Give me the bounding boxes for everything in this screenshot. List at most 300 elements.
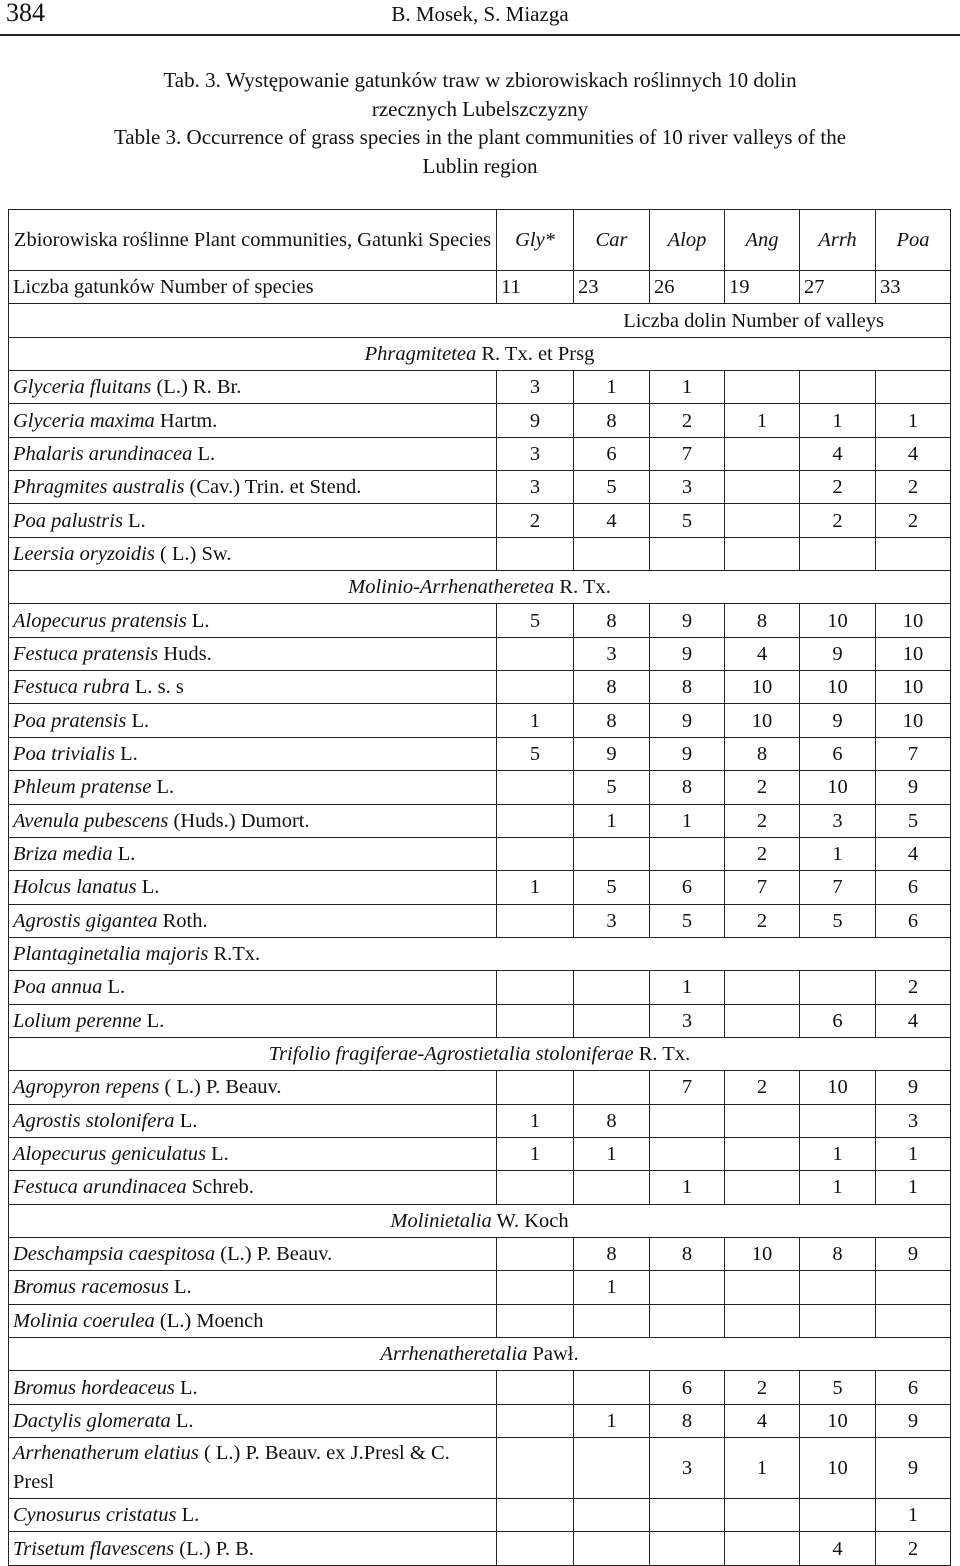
page-header — [0, 0, 960, 36]
value-cell: 8 — [574, 1237, 650, 1270]
value-cell — [574, 837, 650, 870]
species-author: L. — [206, 1143, 229, 1166]
table-row — [9, 604, 951, 637]
value-cell: 5 — [800, 904, 876, 937]
species-name: Glyceria fluitans — [13, 376, 152, 399]
value-cell: 9 — [800, 637, 876, 670]
value-cell — [497, 804, 574, 837]
value-cell: 5 — [574, 471, 650, 504]
value-cell: 1 — [800, 404, 876, 437]
value-cell: 1 — [800, 837, 876, 870]
value-cell — [574, 1532, 650, 1565]
value-cell: 2 — [725, 1071, 800, 1104]
value-cell — [574, 1171, 650, 1204]
value-cell — [876, 1271, 951, 1304]
table-row — [9, 437, 951, 470]
value-cell: 8 — [650, 1404, 725, 1437]
species-cell — [9, 904, 497, 937]
species-cell — [9, 637, 497, 670]
value-cell: 10 — [800, 604, 876, 637]
value-cell: 9 — [650, 737, 725, 770]
table-row — [9, 804, 951, 837]
species-cell — [9, 771, 497, 804]
table-row — [9, 1071, 951, 1104]
species-name: Glyceria maxima — [13, 409, 155, 432]
species-cell — [9, 1171, 497, 1204]
value-cell: 4 — [876, 437, 951, 470]
species-cell — [9, 671, 497, 704]
species-name: Agrostis stolonifera — [13, 1109, 175, 1132]
value-cell: 9 — [876, 1404, 951, 1437]
value-cell: 6 — [650, 871, 725, 904]
value-cell: 3 — [497, 471, 574, 504]
value-cell: 1 — [497, 871, 574, 904]
section-heading — [9, 1037, 951, 1070]
value-cell: 3 — [574, 637, 650, 670]
species-author: L. — [192, 442, 216, 465]
value-cell — [800, 971, 876, 1004]
value-cell: 3 — [497, 437, 574, 470]
species-name: Alopecurus pratensis — [13, 609, 187, 632]
species-cell — [9, 737, 497, 770]
species-author: L. — [174, 1376, 198, 1399]
value-cell — [497, 671, 574, 704]
species-author: L. — [112, 843, 136, 866]
species-author: L. — [151, 776, 175, 799]
value-cell — [650, 1137, 725, 1170]
value-cell — [497, 837, 574, 870]
column-header-row — [9, 210, 951, 271]
value-cell: 10 — [800, 671, 876, 704]
value-cell — [725, 1532, 800, 1565]
section-row — [9, 1204, 951, 1237]
value-cell: 6 — [574, 437, 650, 470]
value-cell: 8 — [650, 1237, 725, 1270]
value-cell: 2 — [725, 771, 800, 804]
value-cell — [574, 1004, 650, 1037]
table-row — [9, 1438, 951, 1499]
species-cell — [9, 704, 497, 737]
value-cell: 2 — [725, 904, 800, 937]
value-cell: 2 — [876, 504, 951, 537]
species-count: 27 — [800, 271, 876, 304]
species-name: Avenula pubescens — [13, 809, 169, 832]
value-cell — [800, 1271, 876, 1304]
value-cell — [650, 1304, 725, 1337]
value-cell — [800, 1499, 876, 1532]
species-author: L. — [114, 742, 138, 765]
value-cell: 1 — [574, 1137, 650, 1170]
value-cell: 8 — [574, 604, 650, 637]
value-cell — [725, 371, 800, 404]
species-cell — [9, 1438, 497, 1499]
value-cell: 5 — [800, 1371, 876, 1404]
species-author: (Huds.) Dumort. — [168, 809, 310, 832]
value-cell: 5 — [650, 504, 725, 537]
value-cell — [725, 537, 800, 570]
species-cell — [9, 504, 497, 537]
value-cell: 1 — [574, 1271, 650, 1304]
value-cell: 10 — [876, 704, 951, 737]
value-cell: 9 — [650, 637, 725, 670]
value-cell: 8 — [725, 737, 800, 770]
value-cell: 5 — [574, 771, 650, 804]
value-cell — [725, 1171, 800, 1204]
value-cell: 10 — [725, 704, 800, 737]
value-cell — [574, 537, 650, 570]
table-row — [9, 1271, 951, 1304]
column-header: Gly* — [497, 210, 574, 271]
table-row — [9, 1499, 951, 1532]
table-row — [9, 771, 951, 804]
value-cell — [497, 904, 574, 937]
species-cell — [9, 837, 497, 870]
table-row — [9, 837, 951, 870]
value-cell: 3 — [650, 1004, 725, 1037]
section-row — [9, 1037, 951, 1070]
species-cell — [9, 1404, 497, 1437]
value-cell — [650, 1532, 725, 1565]
value-cell: 6 — [800, 1004, 876, 1037]
value-cell: 9 — [876, 1071, 951, 1104]
value-cell: 6 — [650, 1371, 725, 1404]
section-name: Phragmitetea — [364, 342, 477, 365]
column-header: Alop — [650, 210, 725, 271]
species-cell — [9, 1137, 497, 1170]
value-cell — [497, 1271, 574, 1304]
value-cell: 9 — [876, 771, 951, 804]
value-cell — [497, 1404, 574, 1437]
value-cell — [574, 971, 650, 1004]
value-cell: 2 — [876, 1532, 951, 1565]
species-name: Lolium perenne — [13, 1009, 142, 1032]
table-row — [9, 504, 951, 537]
species-count: 23 — [574, 271, 650, 304]
species-cell — [9, 1304, 497, 1337]
species-name: Deschampsia caespitosa — [13, 1243, 216, 1266]
species-author: L. — [186, 609, 210, 632]
value-cell: 2 — [876, 471, 951, 504]
value-cell: 1 — [574, 371, 650, 404]
table-row — [9, 537, 951, 570]
section-author: R.Tx. — [208, 943, 261, 966]
value-cell: 7 — [876, 737, 951, 770]
value-cell: 9 — [876, 1237, 951, 1270]
table-row — [9, 971, 951, 1004]
value-cell: 4 — [574, 504, 650, 537]
table-row — [9, 1171, 951, 1204]
value-cell: 4 — [876, 837, 951, 870]
value-cell — [725, 1137, 800, 1170]
value-cell — [497, 1237, 574, 1270]
value-cell: 6 — [876, 1371, 951, 1404]
valleys-label-row — [9, 304, 951, 337]
value-cell — [725, 1499, 800, 1532]
section-name: Plantaginetalia majoris — [13, 943, 209, 966]
value-cell — [650, 1499, 725, 1532]
species-name: Phragmites australis — [13, 476, 185, 499]
value-cell — [725, 1304, 800, 1337]
value-cell: 1 — [800, 1171, 876, 1204]
species-cell — [9, 1004, 497, 1037]
value-cell: 1 — [725, 404, 800, 437]
species-name: Agropyron repens — [13, 1076, 160, 1099]
species-author: (Cav.) Trin. et Stend. — [184, 476, 362, 499]
section-heading — [9, 337, 951, 370]
species-count-label: Liczba gatunków Number of species — [9, 271, 497, 304]
species-author: ( L.) P. Beauv. — [159, 1076, 282, 1099]
species-count-row — [9, 271, 951, 304]
corner-label: Zbiorowiska roślinne Plant communities, Gatunki Species — [9, 210, 497, 271]
value-cell: 1 — [497, 704, 574, 737]
table-row — [9, 404, 951, 437]
value-cell — [725, 971, 800, 1004]
value-cell — [650, 537, 725, 570]
value-cell — [650, 1104, 725, 1137]
value-cell: 2 — [650, 404, 725, 437]
species-name: Cynosurus cristatus — [13, 1504, 177, 1527]
species-cell — [9, 804, 497, 837]
value-cell — [497, 1171, 574, 1204]
value-cell: 6 — [876, 904, 951, 937]
value-cell — [497, 1532, 574, 1565]
value-cell: 10 — [876, 604, 951, 637]
value-cell — [725, 504, 800, 537]
section-row — [9, 937, 951, 970]
species-name: Alopecurus geniculatus — [13, 1143, 207, 1166]
species-cell — [9, 1271, 497, 1304]
value-cell: 10 — [800, 771, 876, 804]
value-cell — [497, 1004, 574, 1037]
species-name: Festuca pratensis — [13, 642, 159, 665]
value-cell — [497, 1438, 574, 1499]
grass-occurrence-table — [8, 209, 951, 1566]
value-cell — [650, 837, 725, 870]
value-cell — [725, 437, 800, 470]
value-cell: 4 — [725, 1404, 800, 1437]
value-cell: 10 — [800, 1404, 876, 1437]
value-cell: 4 — [800, 1532, 876, 1565]
species-author: L. — [174, 1109, 198, 1132]
table-row — [9, 371, 951, 404]
table-row — [9, 737, 951, 770]
value-cell: 5 — [574, 871, 650, 904]
species-cell — [9, 437, 497, 470]
page-number: 384 — [6, 0, 45, 27]
section-row — [9, 1338, 951, 1371]
value-cell: 9 — [650, 604, 725, 637]
value-cell — [876, 1304, 951, 1337]
column-header: Car — [574, 210, 650, 271]
column-header: Ang — [725, 210, 800, 271]
species-cell — [9, 1499, 497, 1532]
authors: B. Mosek, S. Miazga — [391, 2, 569, 26]
table-row — [9, 871, 951, 904]
table-row — [9, 1404, 951, 1437]
value-cell: 8 — [725, 604, 800, 637]
value-cell — [497, 771, 574, 804]
value-cell: 3 — [574, 904, 650, 937]
value-cell: 4 — [725, 637, 800, 670]
value-cell: 5 — [876, 804, 951, 837]
value-cell — [800, 1104, 876, 1137]
value-cell: 2 — [725, 837, 800, 870]
valleys-label: Liczba dolin Number of valleys — [9, 304, 951, 337]
species-cell — [9, 1104, 497, 1137]
value-cell: 9 — [574, 737, 650, 770]
value-cell — [800, 537, 876, 570]
value-cell: 7 — [800, 871, 876, 904]
section-name: Arrhenatheretalia — [380, 1343, 528, 1366]
value-cell: 9 — [876, 1438, 951, 1499]
value-cell: 1 — [876, 1137, 951, 1170]
value-cell — [876, 537, 951, 570]
species-name: Trisetum flavescens — [13, 1537, 175, 1560]
species-author: (L.) P. B. — [174, 1537, 254, 1560]
species-author: L. — [136, 876, 160, 899]
species-name: Poa palustris — [13, 509, 123, 532]
value-cell: 8 — [574, 671, 650, 704]
species-count: 26 — [650, 271, 725, 304]
section-row — [9, 571, 951, 604]
value-cell: 1 — [497, 1137, 574, 1170]
value-cell: 10 — [725, 671, 800, 704]
value-cell: 1 — [650, 371, 725, 404]
species-name: Arrhenatherum elatius — [13, 1442, 199, 1465]
value-cell: 3 — [497, 371, 574, 404]
species-cell — [9, 1532, 497, 1565]
value-cell: 8 — [800, 1237, 876, 1270]
value-cell: 1 — [800, 1137, 876, 1170]
species-name: Bromus racemosus — [13, 1276, 169, 1299]
value-cell — [574, 1071, 650, 1104]
value-cell: 3 — [650, 1438, 725, 1499]
value-cell — [725, 1004, 800, 1037]
species-author: L. — [168, 1276, 192, 1299]
species-cell — [9, 1237, 497, 1270]
table-row — [9, 1137, 951, 1170]
value-cell: 8 — [574, 1104, 650, 1137]
species-name: Agrostis gigantea — [13, 909, 158, 932]
value-cell: 3 — [650, 471, 725, 504]
species-author: L. — [176, 1504, 200, 1527]
section-author: W. Koch — [491, 1209, 569, 1232]
value-cell: 1 — [650, 1171, 725, 1204]
value-cell — [800, 371, 876, 404]
value-cell: 1 — [876, 1171, 951, 1204]
value-cell: 1 — [876, 404, 951, 437]
species-author: ( L.) Sw. — [154, 542, 232, 565]
species-author: (L.) R. Br. — [151, 376, 242, 399]
species-name: Poa trivialis — [13, 742, 115, 765]
value-cell: 1 — [574, 1404, 650, 1437]
species-author: Hartm. — [154, 409, 218, 432]
section-author: Pawł. — [527, 1343, 579, 1366]
table-row — [9, 1237, 951, 1270]
value-cell: 8 — [650, 771, 725, 804]
value-cell — [650, 1271, 725, 1304]
value-cell: 10 — [725, 1237, 800, 1270]
value-cell: 9 — [650, 704, 725, 737]
table-row — [9, 637, 951, 670]
column-header: Poa — [876, 210, 951, 271]
species-cell — [9, 371, 497, 404]
section-heading — [9, 1204, 951, 1237]
species-author: L. — [102, 976, 126, 999]
species-author: L. — [126, 709, 150, 732]
species-count: 33 — [876, 271, 951, 304]
value-cell — [876, 371, 951, 404]
value-cell: 2 — [497, 504, 574, 537]
table-row — [9, 471, 951, 504]
value-cell: 8 — [650, 671, 725, 704]
value-cell: 10 — [800, 1438, 876, 1499]
value-cell: 5 — [497, 604, 574, 637]
value-cell: 4 — [876, 1004, 951, 1037]
species-author: L. — [170, 1409, 194, 1432]
species-cell — [9, 471, 497, 504]
value-cell — [574, 1371, 650, 1404]
table-row — [9, 1371, 951, 1404]
value-cell — [497, 537, 574, 570]
value-cell: 2 — [800, 471, 876, 504]
value-cell — [574, 1499, 650, 1532]
value-cell — [574, 1304, 650, 1337]
species-name: Bromus hordeaceus — [13, 1376, 175, 1399]
value-cell: 6 — [800, 737, 876, 770]
species-author: Huds. — [158, 642, 212, 665]
value-cell: 3 — [800, 804, 876, 837]
value-cell: 9 — [800, 704, 876, 737]
value-cell: 3 — [876, 1104, 951, 1137]
species-count: 11 — [497, 271, 574, 304]
species-name: Festuca arundinacea — [13, 1176, 187, 1199]
table-row — [9, 1004, 951, 1037]
value-cell — [574, 1438, 650, 1499]
value-cell: 8 — [574, 404, 650, 437]
value-cell — [497, 1371, 574, 1404]
species-author: (L.) Moench — [154, 1309, 264, 1332]
species-name: Festuca rubra — [13, 676, 130, 699]
species-name: Briza media — [13, 843, 113, 866]
table-row — [9, 904, 951, 937]
value-cell — [497, 1499, 574, 1532]
value-cell — [725, 471, 800, 504]
value-cell: 7 — [650, 437, 725, 470]
value-cell — [725, 1271, 800, 1304]
table-row — [9, 704, 951, 737]
species-author: L. — [141, 1009, 165, 1032]
caption-english: Table 3. Occurrence of grass species in the plant communities of 10 river valleys of the Lublin region — [113, 125, 847, 178]
value-cell — [497, 1071, 574, 1104]
value-cell: 10 — [800, 1071, 876, 1104]
value-cell: 2 — [800, 504, 876, 537]
value-cell: 2 — [725, 804, 800, 837]
species-cell — [9, 1371, 497, 1404]
value-cell — [725, 1104, 800, 1137]
section-heading — [9, 571, 951, 604]
species-author: (L.) P. Beauv. — [215, 1243, 333, 1266]
species-name: Holcus lanatus — [13, 876, 137, 899]
value-cell: 10 — [876, 637, 951, 670]
value-cell — [800, 1304, 876, 1337]
species-name: Poa pratensis — [13, 709, 127, 732]
section-heading — [9, 937, 951, 970]
value-cell: 5 — [650, 904, 725, 937]
species-author: L. s. s — [129, 676, 184, 699]
value-cell: 5 — [497, 737, 574, 770]
value-cell: 2 — [876, 971, 951, 1004]
